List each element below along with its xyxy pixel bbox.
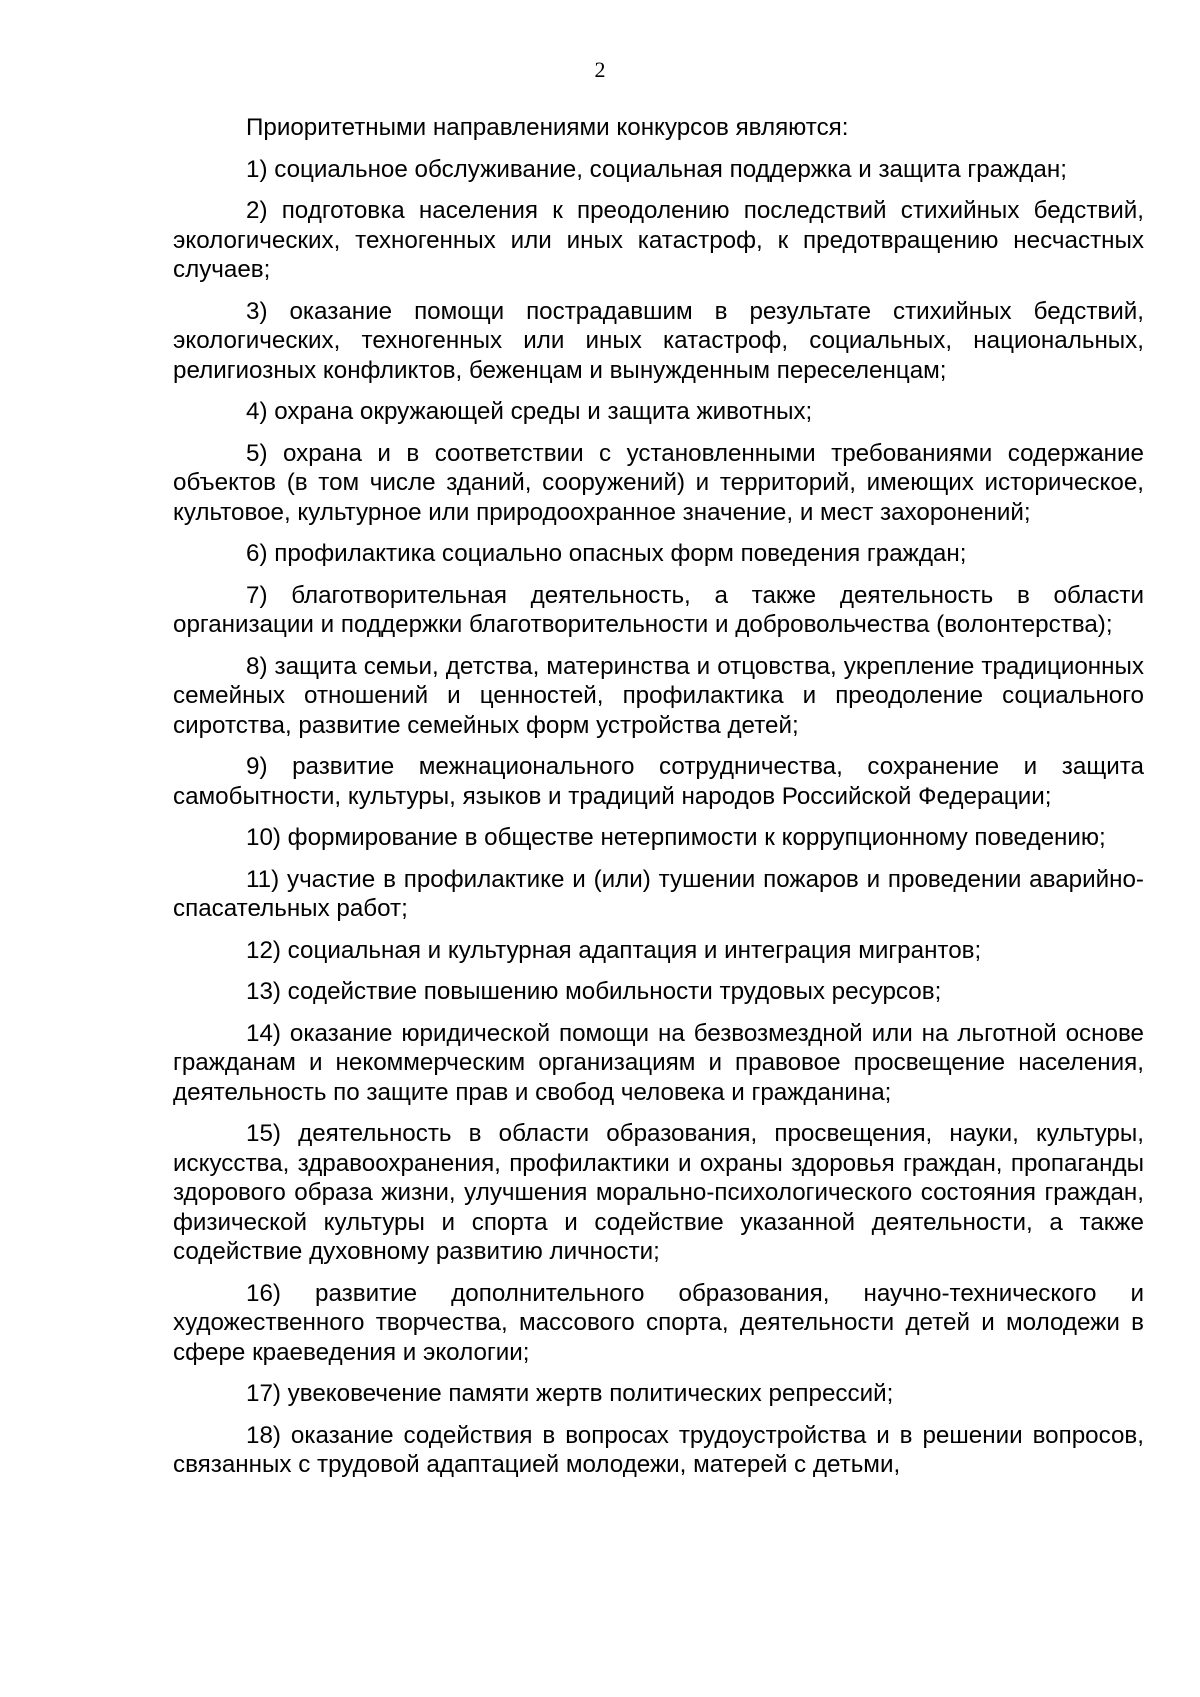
- list-item: 13) содействие повышению мобильности трудовых ресурсов;: [246, 978, 942, 1005]
- list-item: 2) подготовка населения к преодолению последствий стихийных бедствий, экологических, техногенных или иных катастроф, к предотвращению несчастных случаев;: [173, 197, 1144, 283]
- list-item: 1) социальное обслуживание, социальная поддержка и защита граждан;: [246, 155, 1067, 183]
- document-body: [173, 113, 1144, 1492]
- list-item: 4) охрана окружающей среды и защита животных;: [246, 398, 813, 425]
- list-item: 10) формирование в обществе нетерпимости к коррупционному поведению;: [246, 824, 1106, 851]
- intro-paragraph: Приоритетными направлениями конкурсов являются:: [246, 114, 849, 141]
- list-item: 12) социальная и культурная адаптация и интеграция мигрантов;: [246, 936, 982, 964]
- list-item: 3) оказание помощи пострадавшим в результате стихийных бедствий, экологических, техногенных или иных катастроф, социальных, национальных, религиозных конфликтов, беженцам и вынужденным переселенцам;: [173, 297, 1144, 384]
- list-item: 17) увековечение памяти жертв политических репрессий;: [246, 1380, 894, 1407]
- list-item: 7) благотворительная деятельность, а также деятельность в области организации и поддержки благотворительности и добровольчества (волонтерства);: [173, 581, 1144, 638]
- list-item: 18) оказание содействия в вопросах трудоустройства и в решении вопросов, связанных с трудовой адаптацией молодежи, матерей с детьми,: [173, 1421, 1144, 1478]
- page-number: 2: [594, 57, 606, 82]
- list-item: 15) деятельность в области образования, просвещения, науки, культуры, искусства, здравоохранения, профилактики и охраны здоровья граждан, пропаганды здорового образа жизни, улучшения морально-психологического состояния граждан, физической культуры и спорта и содействие указанной деятельности, а также содействие духовному развитию личности;: [173, 1120, 1144, 1265]
- list-item: 11) участие в профилактике и (или) тушении пожаров и проведении аварийно-спасательных работ;: [173, 865, 1144, 922]
- list-item: 8) защита семьи, детства, материнства и отцовства, укрепление традиционных семейных отношений и ценностей, профилактика и преодоление социального сиротства, развитие семейных форм устройства детей;: [173, 652, 1144, 739]
- list-item: 5) охрана и в соответствии с установленными требованиями содержание объектов (в том числе зданий, сооружений) и территорий, имеющих историческое, культовое, культурное или природоохранное значение, и мест захоронений;: [173, 439, 1144, 526]
- list-item: 14) оказание юридической помощи на безвозмездной или на льготной основе гражданам и некоммерческим организациям и правовое просвещение населения, деятельность по защите прав и свобод человека и гражданина;: [173, 1019, 1144, 1106]
- list-item: 16) развитие дополнительного образования, научно-технического и художественного творчества, массового спорта, деятельности детей и молодежи в сфере краеведения и экологии;: [173, 1279, 1144, 1366]
- list-item: 9) развитие межнационального сотрудничества, сохранение и защита самобытности, культуры, языков и традиций народов Российской Федерации;: [173, 753, 1144, 810]
- list-item: 6) профилактика социально опасных форм поведения граждан;: [246, 540, 967, 567]
